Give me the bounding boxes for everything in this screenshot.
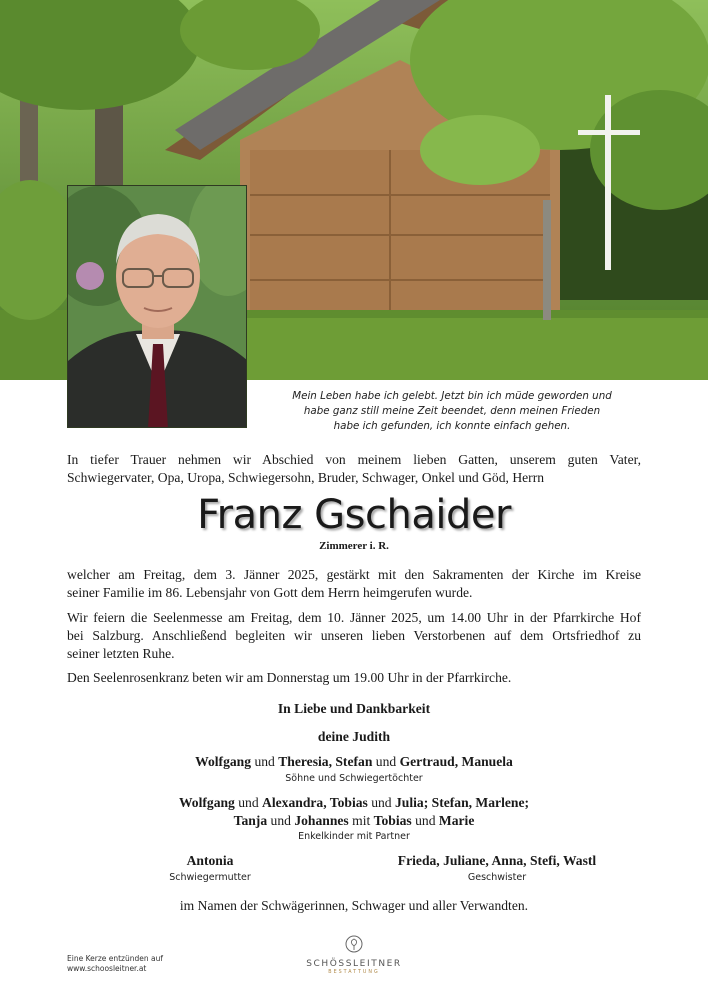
family-conjunction: und bbox=[234, 795, 263, 810]
family-siblings-caption: Geschwister bbox=[467, 872, 527, 883]
family-grandchildren-caption: Enkelkinder mit Partner bbox=[298, 831, 410, 842]
deceased-profession: Zimmerer i. R. bbox=[319, 540, 389, 552]
death-notice-line: welcher am Freitag, dem 3. Jänner 2025, gestärkt mit den Sakramenten der Kirche im Kreise bbox=[67, 567, 641, 582]
logo-subtitle: BESTATTUNG bbox=[328, 970, 380, 975]
logo-name: SCHÖSSLEITNER bbox=[306, 959, 402, 969]
family-conjunction: und bbox=[251, 754, 279, 769]
family-name: Wolfgang bbox=[178, 795, 235, 810]
family-name: Tobias bbox=[373, 813, 412, 828]
deceased-name: Franz Gschaider bbox=[197, 492, 511, 538]
family-mother-in-law-caption: Schwiegermutter bbox=[169, 872, 251, 883]
closing-wife bbox=[0, 728, 708, 746]
family-conjunction: und bbox=[372, 754, 400, 769]
quote-line: Mein Leben habe ich gelebt. Jetzt bin ich müde geworden und bbox=[292, 390, 612, 402]
closing-love bbox=[0, 700, 708, 718]
family-name: Tanja bbox=[233, 813, 268, 828]
quote-line: habe ich gefunden, ich konnte einfach gehen. bbox=[333, 420, 571, 432]
family-mother-in-law bbox=[120, 852, 300, 884]
portrait-image bbox=[68, 186, 247, 428]
mass-line: Wir feiern die Seelenmesse am Freitag, dem 10. Jänner 2025, um 14.00 Uhr in der Pfarrkirche Hof bbox=[67, 610, 641, 625]
family-grandchildren-line2 bbox=[0, 812, 708, 830]
funeral-home-logo bbox=[294, 935, 414, 975]
closing-wife-text: deine Judith bbox=[317, 729, 391, 744]
family-name: Alexandra, Tobias bbox=[262, 795, 368, 810]
death-notice-paragraph bbox=[67, 566, 641, 602]
mass-line: seiner letzten Ruhe. bbox=[67, 646, 175, 662]
candle-url[interactable]: www.schoosleitner.at bbox=[67, 964, 147, 973]
candle-link[interactable] bbox=[67, 954, 163, 974]
quote-line: habe ganz still meine Zeit beendet, denn meinen Frieden bbox=[303, 405, 601, 417]
family-conjunction: und bbox=[367, 795, 395, 810]
intro-line: In tiefer Trauer nehmen wir Abschied von meinem lieben Gatten, unserem guten Vater, bbox=[67, 452, 641, 467]
rose-icon bbox=[345, 935, 363, 953]
intro-paragraph bbox=[67, 451, 641, 487]
family-name: Johannes bbox=[294, 813, 349, 828]
closing-love-text: In Liebe und Dankbarkeit bbox=[277, 701, 431, 716]
family-conjunction: und bbox=[267, 813, 295, 828]
family-name: Frieda, Juliane, Anna, Stefi, Wastl bbox=[397, 853, 597, 868]
mass-paragraph bbox=[67, 609, 641, 664]
family-children bbox=[0, 753, 708, 771]
family-name: Julia; Stefan, Marlene; bbox=[395, 795, 530, 810]
memorial-quote bbox=[262, 389, 642, 434]
rosary-paragraph bbox=[67, 669, 641, 687]
portrait-photo bbox=[67, 185, 247, 428]
mass-line: bei Salzburg. Anschließend begleiten wir unseren lieben Verstorbenen auf dem Ortsfriedhof zu bbox=[67, 628, 641, 644]
family-conjunction: mit bbox=[348, 813, 374, 828]
family-relatives: im Namen der Schwägerinnen, Schwager und aller Verwandten. bbox=[179, 898, 529, 913]
death-notice-line: seiner Familie im 86. Lebensjahr von Gott dem Herrn heimgerufen wurde. bbox=[67, 585, 473, 601]
family-name: Theresia, Stefan bbox=[278, 754, 373, 769]
intro-line: Schwiegervater, Opa, Uropa, Schwiegersohn, Bruder, Schwager, Onkel und Göd, Herrn bbox=[67, 470, 545, 486]
family-grandchildren-line1 bbox=[0, 794, 708, 812]
family-name: Wolfgang bbox=[195, 754, 252, 769]
family-siblings bbox=[360, 852, 634, 884]
family-children-caption: Söhne und Schwiegertöchter bbox=[285, 773, 423, 784]
family-name: Gertraud, Manuela bbox=[399, 754, 513, 769]
candle-text: Eine Kerze entzünden auf bbox=[67, 954, 164, 963]
family-name: Antonia bbox=[186, 853, 234, 868]
family-name: Marie bbox=[438, 813, 475, 828]
family-conjunction: und bbox=[411, 813, 439, 828]
rosary-line: Den Seelenrosenkranz beten wir am Donnerstag um 19.00 Uhr in der Pfarrkirche. bbox=[67, 670, 512, 685]
